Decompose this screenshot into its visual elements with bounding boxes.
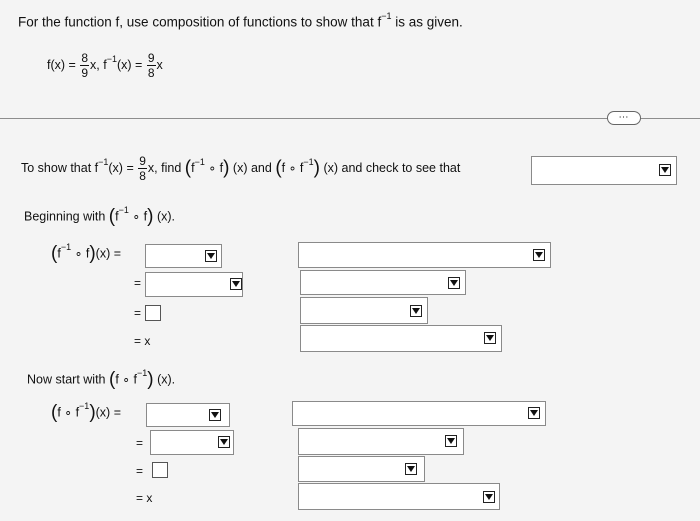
part2-right1-dropdown-icon[interactable] <box>528 407 540 419</box>
part2-paren-open: ( <box>108 369 116 390</box>
part1-lhs-text: f <box>57 246 61 261</box>
finv-denominator: 8 <box>147 66 155 80</box>
part1-lhs-paren-open: ( <box>51 243 58 264</box>
part2-lhs <box>51 402 121 424</box>
show-x1: (x) and <box>232 160 272 175</box>
prompt-tail: is as given. <box>395 14 463 30</box>
part1-paren-close: ) <box>147 206 154 227</box>
part2-eq-3: = <box>136 464 144 478</box>
show-comp2-sup: −1 <box>303 156 314 167</box>
check-select[interactable] <box>531 156 677 185</box>
part2-eq-2: = <box>136 436 144 450</box>
part2-comp: f ∘ f <box>115 372 138 387</box>
given-functions <box>47 52 163 79</box>
f-lhs: f(x) = <box>47 57 76 72</box>
part2-heading-text: Now start with <box>27 372 106 387</box>
part2-heading-tail: (x). <box>157 372 176 387</box>
part1-comp: f <box>115 209 119 224</box>
show-sup: −1 <box>98 156 109 167</box>
show-statement <box>21 155 460 182</box>
part1-final: = x <box>134 334 151 348</box>
part2-step2-dropdown-icon[interactable] <box>218 436 230 448</box>
paren-close-2: ) <box>313 157 320 179</box>
part1-lhs-paren-close: ) <box>89 243 96 264</box>
paren-open: ( <box>184 157 192 179</box>
part2-lhs-paren-close: ) <box>89 402 96 423</box>
part2-right4-select[interactable] <box>298 483 500 510</box>
question-prompt <box>18 13 463 30</box>
finv-lhs: f <box>103 57 107 72</box>
part2-comp-sup: −1 <box>137 368 148 379</box>
part1-heading <box>24 206 175 228</box>
section-divider <box>0 118 700 119</box>
part1-lhs-x: (x) = <box>95 246 122 261</box>
show-fraction <box>138 155 147 182</box>
part1-right4-dropdown-icon[interactable] <box>484 332 496 344</box>
show-x2: (x) and check to see that <box>323 160 461 175</box>
part1-right3-select[interactable] <box>300 297 428 324</box>
paren-open-2: ( <box>275 157 282 179</box>
part1-heading-text: Beginning with <box>24 209 106 224</box>
part1-heading-tail: (x). <box>156 209 176 224</box>
finv-numerator: 9 <box>147 51 155 65</box>
part2-heading <box>27 369 175 391</box>
part2-lhs-x: (x) = <box>95 405 121 420</box>
part2-step1-dropdown-icon[interactable] <box>209 409 221 421</box>
part1-right2-select[interactable] <box>300 270 466 295</box>
finv-fraction <box>147 52 156 79</box>
finv-sup: −1 <box>106 53 117 64</box>
part1-step3-input[interactable] <box>145 305 161 321</box>
f-fraction <box>80 52 89 79</box>
finv-arg: (x) = <box>116 57 143 72</box>
part2-final: = x <box>136 491 153 505</box>
part1-eq-2: = <box>134 276 142 290</box>
part1-comp-tail: ∘ f <box>132 209 148 224</box>
show-numerator: 9 <box>139 154 146 168</box>
part2-right3-dropdown-icon[interactable] <box>405 463 417 475</box>
part2-right2-dropdown-icon[interactable] <box>445 435 457 447</box>
show-denominator: 8 <box>139 169 146 183</box>
paren-close: ) <box>223 157 230 179</box>
part2-step3-input[interactable] <box>152 462 168 478</box>
part1-comp-sup: −1 <box>118 205 129 216</box>
part1-right4-select[interactable] <box>300 325 502 352</box>
part1-lhs-sup: −1 <box>60 242 72 253</box>
part1-right3-dropdown-icon[interactable] <box>410 305 422 317</box>
f-var: x, <box>90 57 100 72</box>
part2-lhs-text: f ∘ f <box>57 405 80 420</box>
part1-lhs <box>51 243 121 265</box>
part1-eq-3: = <box>134 306 142 320</box>
part1-step2-input[interactable] <box>145 272 243 297</box>
part2-lhs-sup: −1 <box>79 401 90 412</box>
part1-right1-select[interactable] <box>298 242 551 268</box>
show-comp1-tail: ∘ f <box>208 160 224 175</box>
finv-var: x <box>156 57 163 72</box>
part1-step2-dropdown-icon[interactable] <box>230 278 242 290</box>
prompt-text: For the function f, use composition of functions to show that f <box>18 14 382 30</box>
part1-step1-dropdown-icon[interactable] <box>205 250 217 262</box>
part2-paren-close: ) <box>147 369 154 390</box>
prompt-sup: −1 <box>381 11 392 21</box>
part2-right4-dropdown-icon[interactable] <box>483 491 495 503</box>
part1-lhs-tail: ∘ f <box>74 246 90 261</box>
show-comp1: f <box>191 160 195 175</box>
show-comp1-sup: −1 <box>194 156 205 167</box>
more-button[interactable]: ⋯ <box>607 111 641 125</box>
part2-right1-select[interactable] <box>292 401 546 426</box>
show-text-2: (x) = <box>108 160 134 175</box>
part1-right2-dropdown-icon[interactable] <box>448 277 460 289</box>
show-comp2: f ∘ f <box>281 160 304 175</box>
show-text-3: x, find <box>147 160 182 175</box>
part1-paren-open: ( <box>108 206 116 227</box>
part1-right1-dropdown-icon[interactable] <box>533 249 545 261</box>
f-numerator: 8 <box>81 51 88 65</box>
f-denominator: 9 <box>81 66 88 80</box>
part2-lhs-paren-open: ( <box>51 402 58 423</box>
part2-right2-select[interactable] <box>298 428 464 455</box>
show-text-1: To show that f <box>21 160 99 175</box>
check-dropdown-icon[interactable] <box>659 164 671 176</box>
